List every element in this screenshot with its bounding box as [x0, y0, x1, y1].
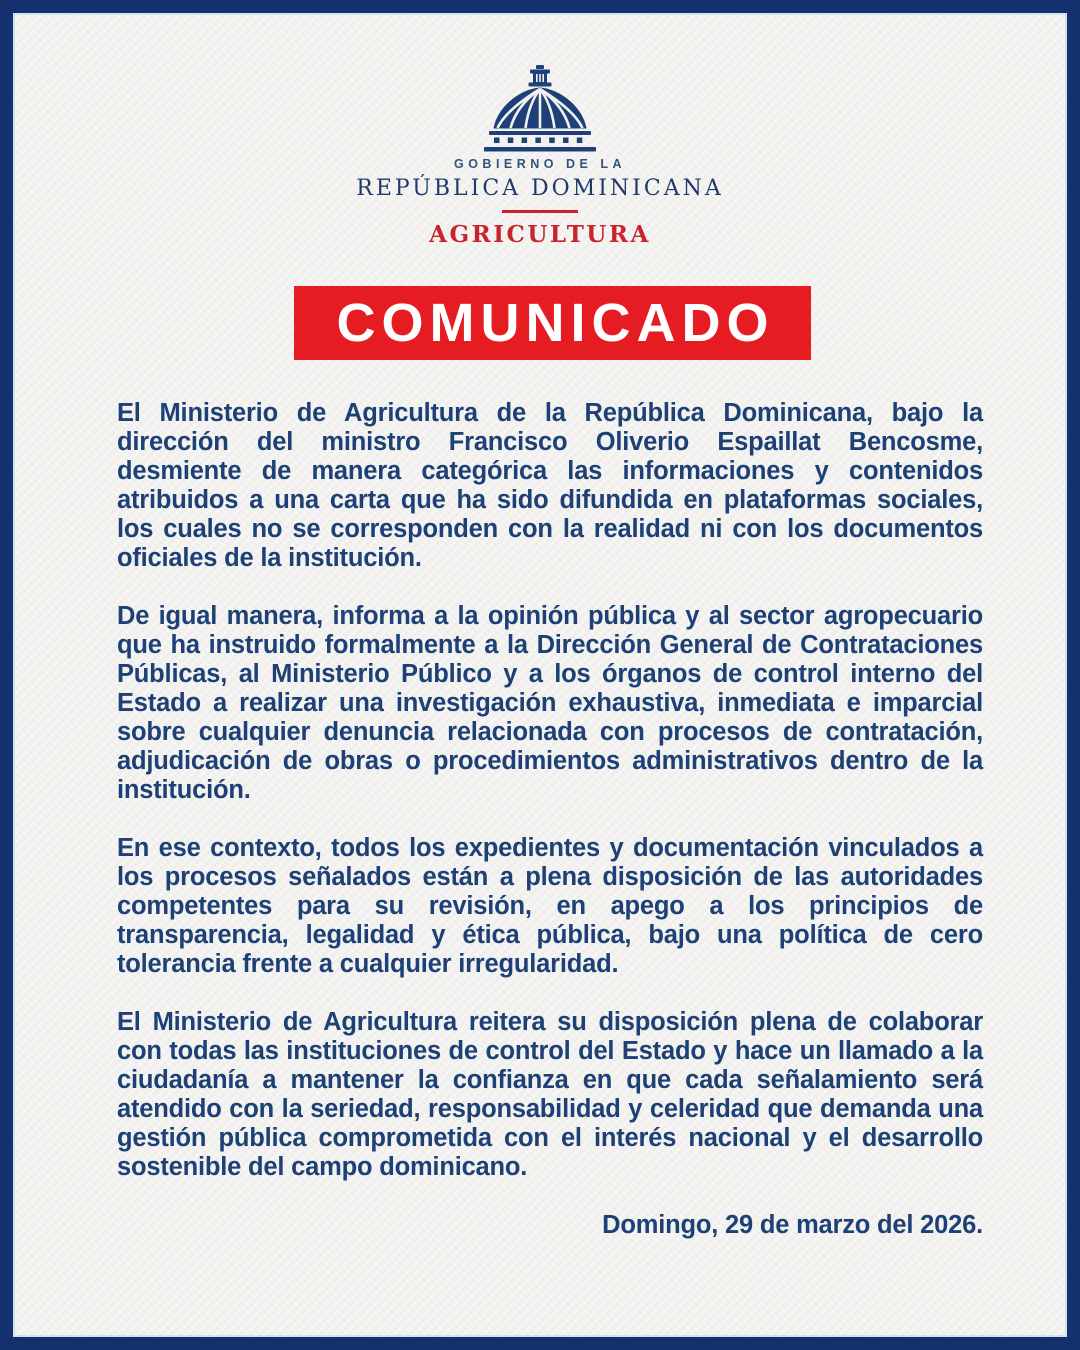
paragraph-investigation: De igual manera, informa a la opinión pública y al sector agropecuario que ha instruido formalmente a la Dirección General de Contrataciones Públicas, al Ministerio Público y a los órganos de control interno del Estado a realizar una investigación exhaustiva, inmediata e imparcial sobre cualquier denuncia relacionada con procesos de contratación, adjudicación de obras o procedimientos administrativos dentro de la institución. — [117, 602, 983, 804]
national-palace-dome-icon — [480, 65, 600, 153]
communique-body — [117, 399, 983, 1269]
government-line: GOBIERNO DE LA — [453, 157, 627, 171]
government-letterhead — [13, 65, 1067, 248]
paragraph-transparency: En ese contexto, todos los expedientes y documentación vinculados a los procesos señalados están a plena disposición de las autoridades competentes para su revisión, en apego a los principios de transparencia, legalidad y ética pública, bajo una política de cero tolerancia frente a cualquier irregularidad. — [117, 834, 983, 978]
paragraph-commitment: El Ministerio de Agricultura reitera su disposición plena de colaborar con todas las instituciones de control del Estado y hace un llamado a la ciudadanía a mantener la confianza en que cada señalamiento será atendido con la seriedad, responsabilidad y celeridad que demanda una gestión pública comprometida con el interés nacional y el desarrollo sostenible del campo dominicano. — [117, 1008, 983, 1181]
ministry-name: AGRICULTURA — [429, 221, 651, 248]
banner-title: COMUNICADO — [336, 293, 775, 353]
country-line: REPÚBLICA DOMINICANA — [356, 176, 724, 201]
red-divider — [502, 210, 578, 213]
date-line: Domingo, 29 de marzo del 2026. — [602, 1211, 983, 1239]
comunicado-banner — [294, 286, 811, 360]
paragraph-denial: El Ministerio de Agricultura de la República Dominicana, bajo la dirección del ministro Francisco Oliverio Espaillat Bencosme, desmiente de manera categórica las informaciones y contenidos atribuidos a una carta que ha sido difundida en plataformas sociales, los cuales no se corresponden con la realidad ni con los documentos oficiales de la institución. — [117, 399, 983, 572]
